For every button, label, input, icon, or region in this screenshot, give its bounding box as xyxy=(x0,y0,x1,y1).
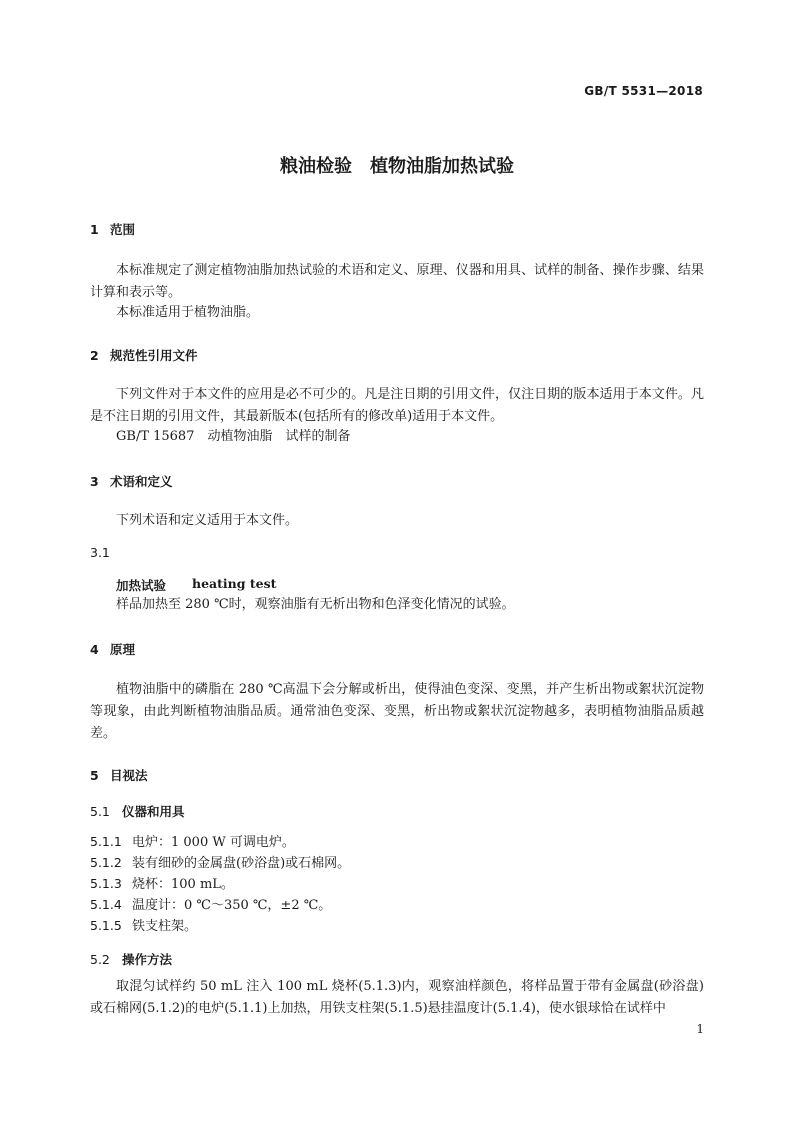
clause-5-2-number: 5.2 xyxy=(90,952,110,967)
section-1-paragraph-2: 本标准适用于植物油脂。 xyxy=(116,305,260,320)
document-title: 粮油检验 植物油脂加热试验 xyxy=(280,156,514,177)
clause-5-2-title: 操作方法 xyxy=(122,952,173,967)
page-number: 1 xyxy=(696,1022,704,1036)
list-item: 5.1.3 烧杯：100 mL。 xyxy=(90,876,234,892)
section-1-title: 范围 xyxy=(110,222,136,237)
term-chinese: 加热试验 xyxy=(116,578,167,593)
normative-reference: GB/T 15687 动植物油脂 试样的制备 xyxy=(116,429,351,444)
section-4-number: 4 xyxy=(90,642,99,657)
section-3-title: 术语和定义 xyxy=(110,474,173,489)
section-1-number: 1 xyxy=(90,222,99,237)
clause-5-2-paragraph-1: 取混匀试样约 50 mL 注入 100 mL 烧杯(5.1.3)内，观察油样颜色，将样品置于带有金属盘(砂浴盘)或石棉网(5.1.2)的电炉(5.1.1)上加热，用铁支柱架(5.1.5)悬挂温度计(5.1.4)，使水银球恰在试样中 xyxy=(90,979,704,1016)
section-3-paragraph-1: 下列术语和定义适用于本文件。 xyxy=(116,513,299,528)
section-1-paragraph-1: 本标准规定了测定植物油脂加热试验的术语和定义、原理、仪器和用具、试样的制备、操作步骤、结果计算和表示等。 xyxy=(90,263,704,300)
clause-5-1-title: 仪器和用具 xyxy=(122,804,185,819)
list-item: 5.1.4 温度计：0 ℃～350 ℃，±2 ℃。 xyxy=(90,897,332,913)
term-english: heating test xyxy=(192,576,277,591)
clause-5-1-heading xyxy=(90,802,185,820)
section-5-heading xyxy=(90,766,148,784)
standard-number: GB/T 5531—2018 xyxy=(584,84,703,98)
section-3-heading xyxy=(90,472,173,490)
list-item: 5.1.2 装有细砂的金属盘(砂浴盘)或石棉网。 xyxy=(90,855,351,871)
clause-5-2-heading xyxy=(90,950,172,968)
section-2-number: 2 xyxy=(90,348,99,363)
section-4-heading xyxy=(90,640,135,658)
list-item: 5.1.1 电炉：1 000 W 可调电炉。 xyxy=(90,834,295,850)
clause-5-1-number: 5.1 xyxy=(90,804,110,819)
section-3-number: 3 xyxy=(90,474,99,489)
section-2-title: 规范性引用文件 xyxy=(110,348,198,363)
section-2-heading xyxy=(90,346,198,364)
section-5-number: 5 xyxy=(90,768,99,783)
section-5-title: 目视法 xyxy=(110,768,148,783)
term-definition: 样品加热至 280 ℃时，观察油脂有无析出物和色泽变化情况的试验。 xyxy=(116,597,515,612)
clause-3-1-number: 3.1 xyxy=(90,545,110,560)
section-1-heading xyxy=(90,220,135,238)
section-4-paragraph-1: 植物油脂中的磷脂在 280 ℃高温下会分解或析出，使得油色变深、变黑，并产生析出物或絮状沉淀物等现象，由此判断植物油脂品质。通常油色变深、变黑，析出物或絮状沉淀物越多，表明植物油脂品质越差。 xyxy=(90,682,704,741)
list-item: 5.1.5 铁支柱架。 xyxy=(90,918,198,934)
section-2-paragraph-1: 下列文件对于本文件的应用是必不可少的。凡是注日期的引用文件，仅注日期的版本适用于本文件。凡是不注日期的引用文件，其最新版本(包括所有的修改单)适用于本文件。 xyxy=(90,387,704,424)
section-4-title: 原理 xyxy=(110,642,136,657)
